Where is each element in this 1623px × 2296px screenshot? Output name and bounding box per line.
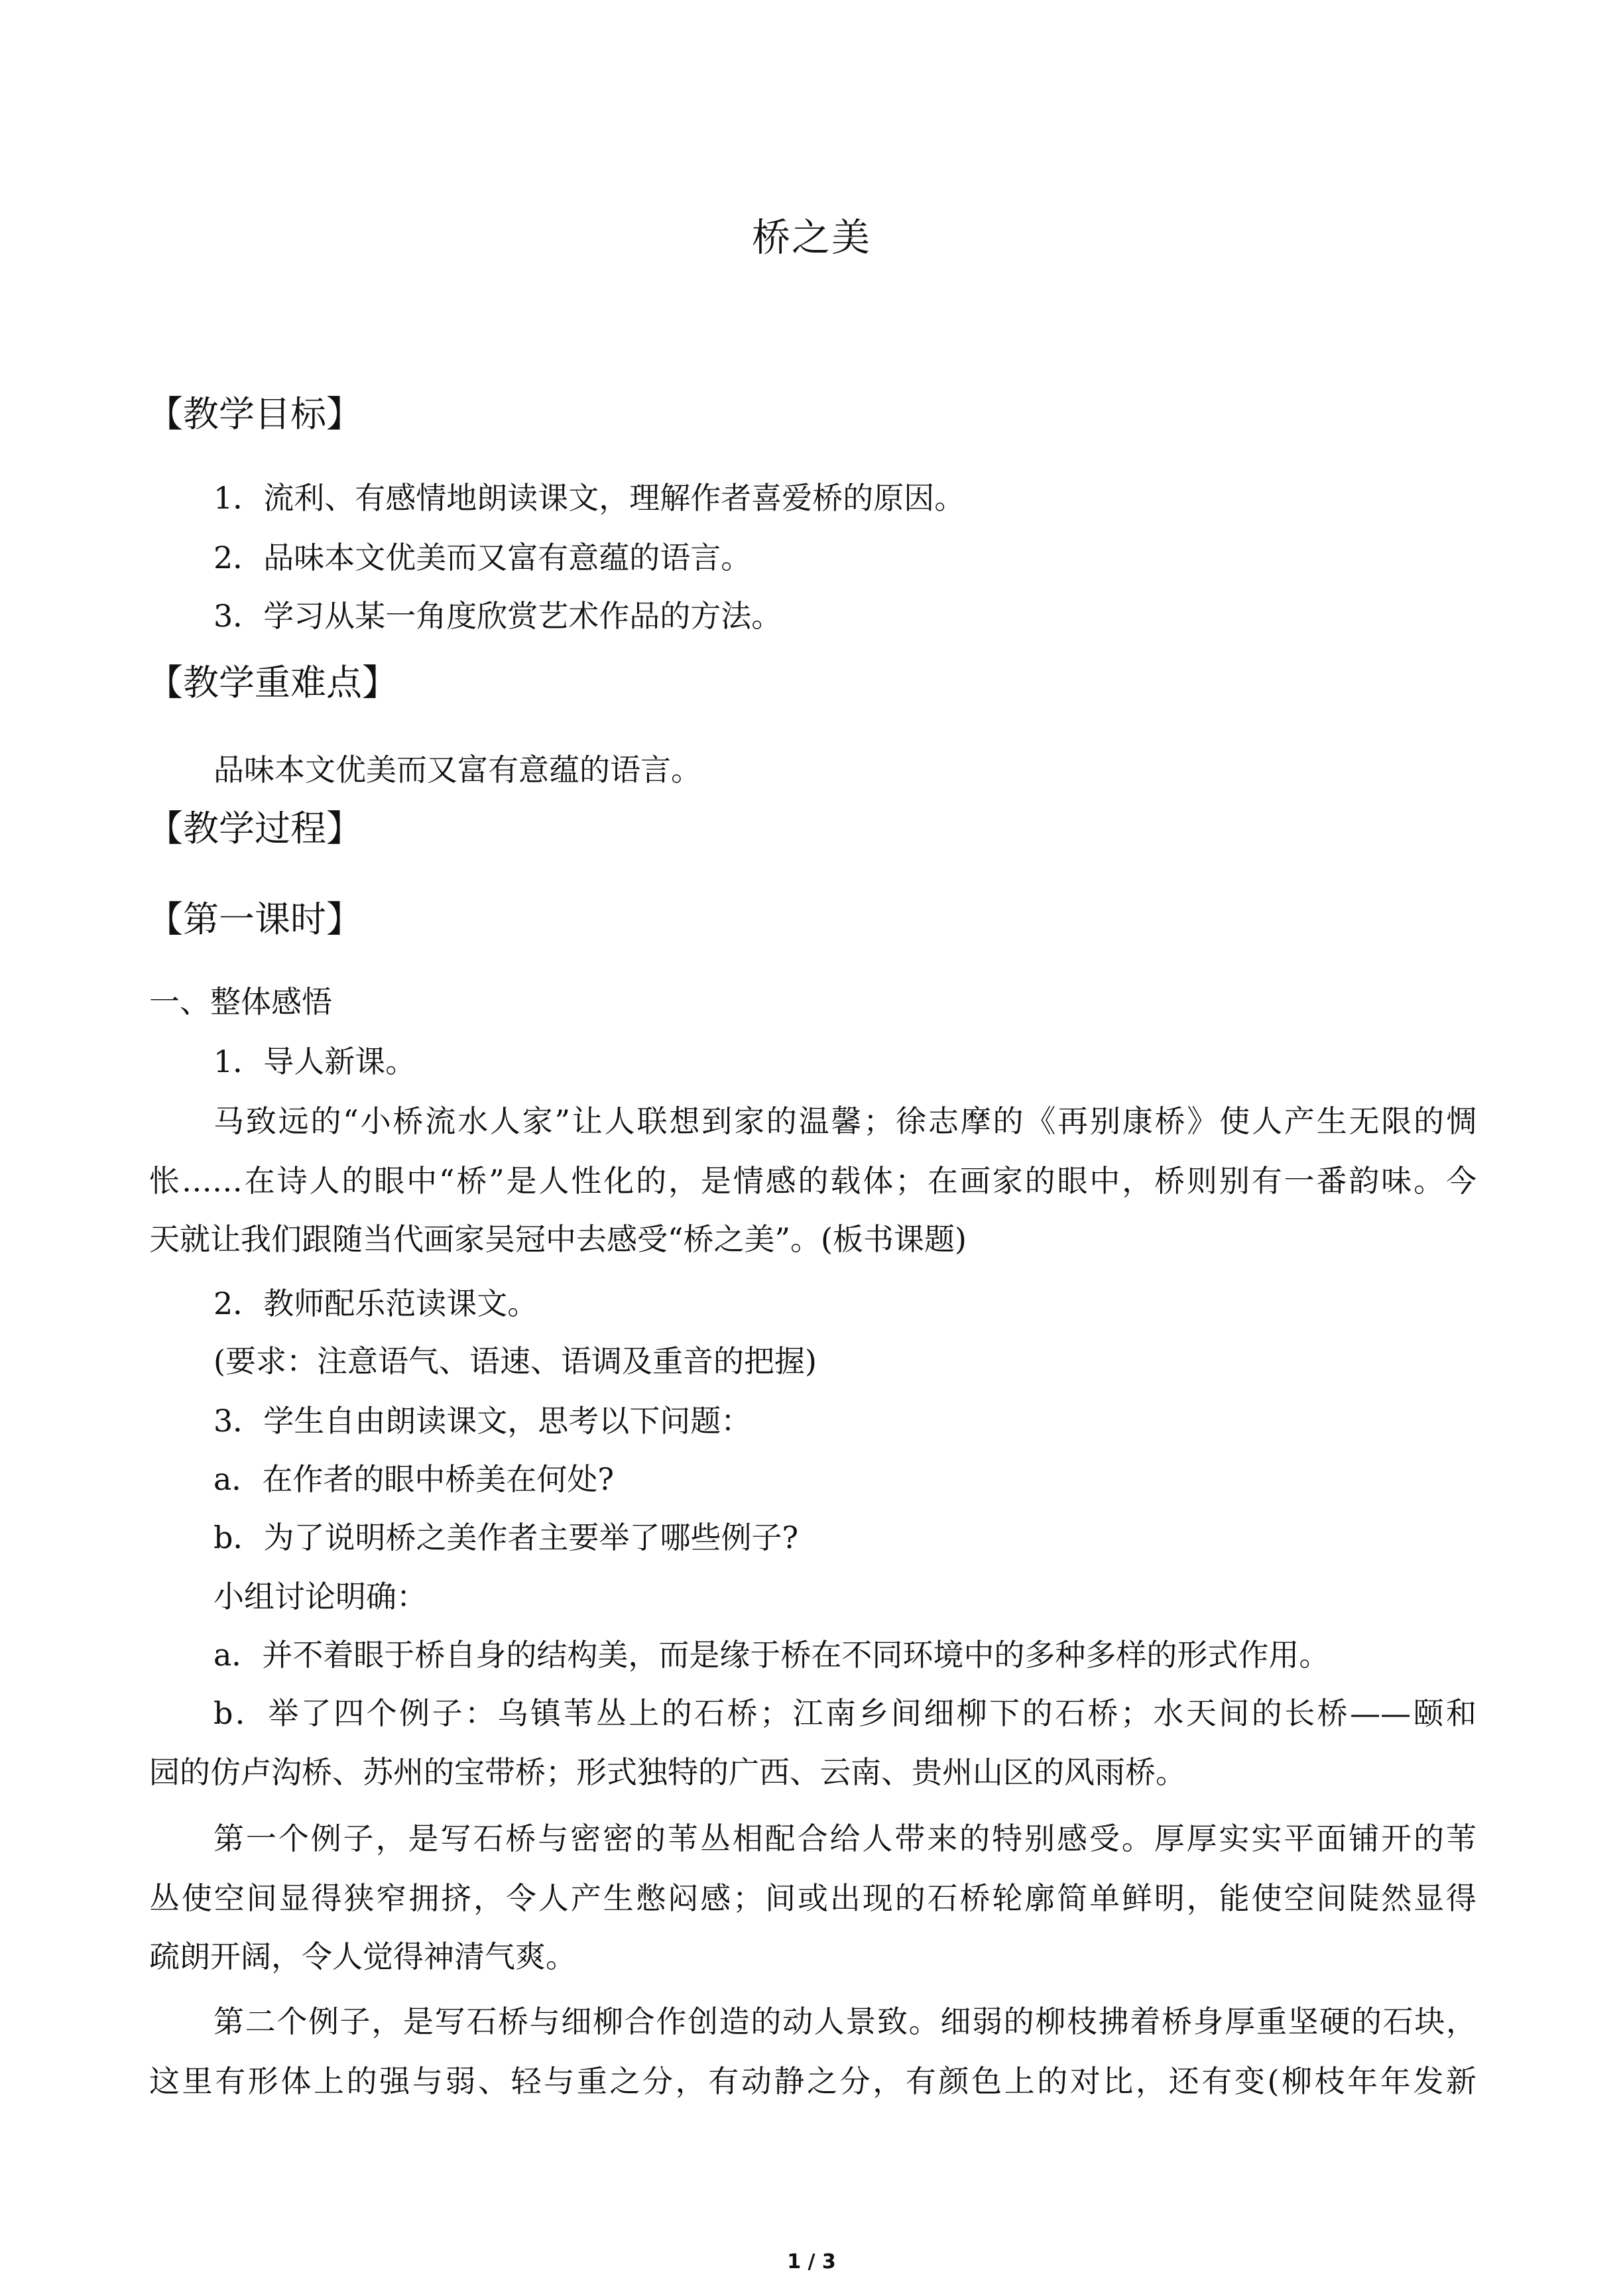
step-2-requirement: (要求：注意语气、语速、语调及重音的把握) <box>213 1343 817 1379</box>
answer-b-line-1: b．举了四个例子：乌镇苇丛上的石桥；江南乡间细柳下的石桥；水天间的长桥——颐和 <box>213 1695 1476 1731</box>
intro-line-3: 天就让我们跟随当代画家吴冠中去感受“桥之美”。(板书课题) <box>149 1221 967 1257</box>
step-3: 3．学生自由朗读课文，思考以下问题： <box>213 1403 752 1439</box>
example1-line-1: 第一个例子，是写石桥与密密的苇丛相配合给人带来的特别感受。厚厚实实平面铺开的苇 <box>213 1821 1476 1856</box>
answer-a: a．并不着眼于桥自身的结构美，而是缘于桥在不同环境中的多种多样的形式作用。 <box>213 1637 1330 1673</box>
key-points-text: 品味本文优美而又富有意蕴的语言。 <box>213 752 701 788</box>
page-number: 1 / 3 <box>787 2250 836 2273</box>
intro-line-1: 马致远的“小桥流水人家”让人联想到家的温馨；徐志摩的《再别康桥》使人产生无限的惆 <box>213 1103 1476 1139</box>
intro-line-2: 怅……在诗人的眼中“桥”是人性化的，是情感的载体；在画家的眼中，桥则别有一番韵味。今 <box>149 1163 1476 1199</box>
section-heading-lesson1: 【第一课时】 <box>147 898 362 940</box>
page-title: 桥之美 <box>751 215 871 260</box>
section-heading-goals: 【教学目标】 <box>147 393 362 435</box>
step-1: 1．导人新课。 <box>213 1044 416 1079</box>
section-heading-key-points: 【教学重难点】 <box>147 662 398 703</box>
example2-line-2: 这里有形体上的强与弱、轻与重之分，有动静之分，有颜色上的对比，还有变(柳枝年年发新 <box>149 2063 1476 2099</box>
example2-line-1: 第二个例子，是写石桥与细柳合作创造的动人景致。细弱的柳枝拂着桥身厚重坚硬的石块， <box>213 2004 1476 2039</box>
answer-b-line-2: 园的仿卢沟桥、苏州的宝带桥；形式独特的广西、云南、贵州山区的风雨桥。 <box>149 1754 1186 1790</box>
part1-heading: 一、整体感悟 <box>149 984 332 1020</box>
discussion-label: 小组讨论明确： <box>213 1579 427 1614</box>
goal-item-1: 1．流利、有感情地朗读课文，理解作者喜爱桥的原因。 <box>213 480 965 516</box>
example1-line-2: 丛使空间显得狭窄拥挤，令人产生憋闷感；间或出现的石桥轮廓简单鲜明，能使空间陡然显得 <box>149 1880 1476 1916</box>
example1-line-3: 疏朗开阔，令人觉得神清气爽。 <box>149 1939 576 1974</box>
section-heading-process: 【教学过程】 <box>147 808 362 849</box>
question-a: a．在作者的眼中桥美在何处? <box>213 1461 615 1497</box>
question-b: b．为了说明桥之美作者主要举了哪些例子? <box>213 1520 799 1555</box>
goal-item-3: 3．学习从某一角度欣赏艺术作品的方法。 <box>213 598 782 634</box>
goal-item-2: 2．品味本文优美而又富有意蕴的语言。 <box>213 540 752 575</box>
step-2: 2．教师配乐范读课文。 <box>213 1286 538 1321</box>
